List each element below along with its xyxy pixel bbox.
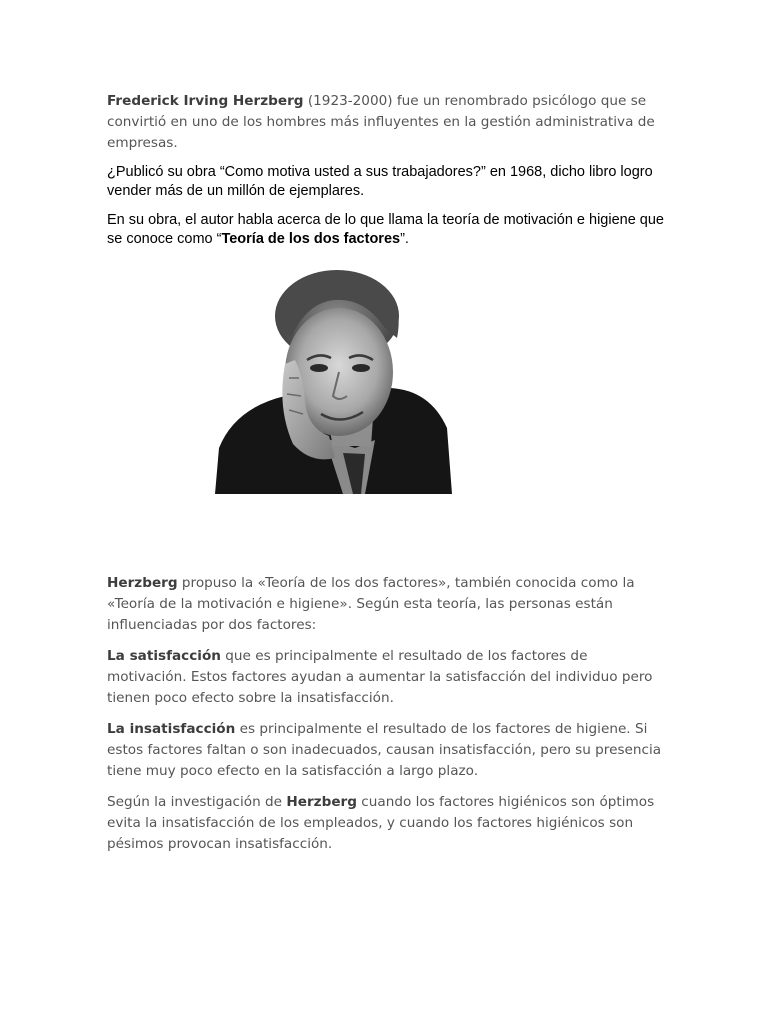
herzberg-name-2: Herzberg [286,794,357,810]
herzberg-name: Herzberg [107,575,178,591]
herzberg-full-name: Frederick Irving Herzberg [107,93,304,109]
theory-paragraph [107,211,672,249]
book-text: ¿Publicó su obra “Como motiva usted a sus trabajadores?” en 1968, dicho libro logro vender más de un millón de ejemplares. [107,164,653,199]
satisfaction-term: La satisfacción [107,648,221,664]
theory-text-before: En su obra, el autor habla acerca de lo que llama la teoría de motivación e higiene que se conoce como “ [107,212,664,247]
intro-paragraph [107,91,667,154]
research-text-after: cuando los factores higiénicos son óptimos evita la insatisfacción de los empleados, y cuando los factores higiénicos son pésimos provocan insatisfacción. [107,794,655,852]
theory-name: Teoría de los dos factores [221,231,401,247]
two-factor-paragraph [107,573,667,636]
book-paragraph [107,163,672,201]
dissatisfaction-text: es principalmente el resultado de los factores de higiene. Si estos factores faltan o son inadecuados, causan insatisfacción, pero su presencia tiene muy poco efecto en la satisfacción a largo plazo. [107,721,662,779]
research-paragraph [107,792,667,855]
dissatisfaction-term: La insatisfacción [107,721,236,737]
satisfaction-text: que es principalmente el resultado de los factores de motivación. Estos factores ayudan a aumentar la satisfacción del individuo pero tienen poco efecto sobre la insatisfacción. [107,648,653,706]
intro-text: (1923-2000) fue un renombrado psicólogo que se convirtió en uno de los hombres más influyentes en la gestión administrativa de empresas. [107,93,655,151]
theory-text-after: ”. [400,231,409,247]
two-factor-text: propuso la «Teoría de los dos factores», también conocida como la «Teoría de la motivación e higiene». Según esta teoría, las personas están influenciadas por dos factores: [107,575,635,633]
herzberg-portrait-photo [215,268,452,494]
research-text-before: Según la investigación de [107,794,287,810]
dissatisfaction-paragraph [107,719,667,782]
satisfaction-paragraph [107,646,667,709]
